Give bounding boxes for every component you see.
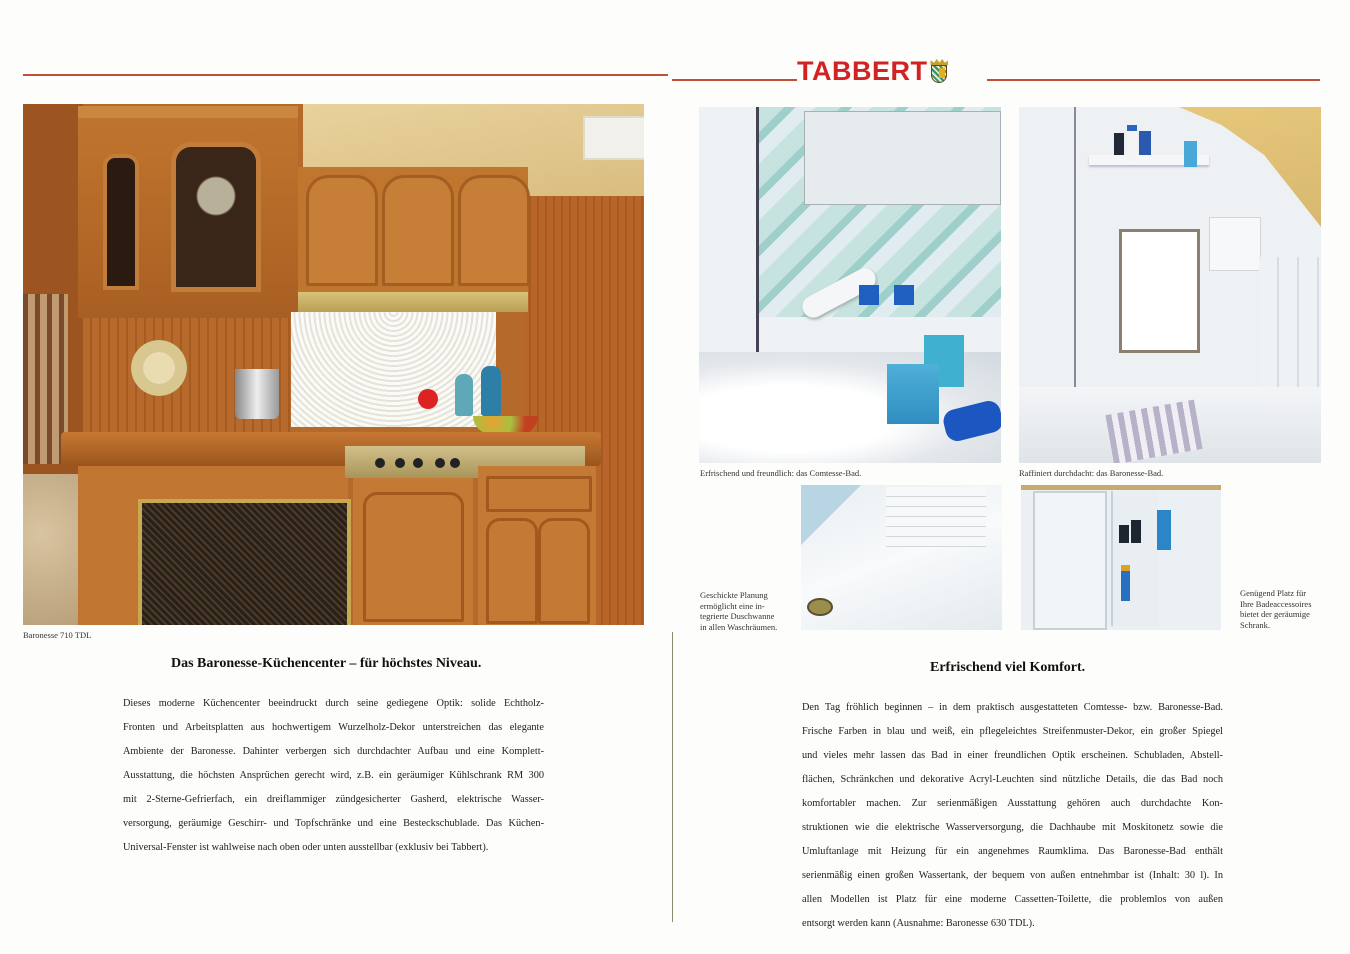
text-line: komfortabler machen. Zur serienmäßigen Ausstattung gehören auch durchdachte Kon- — [802, 798, 1223, 809]
text-line: serienmäßig einen großen Wassertank, der bequem von außen entnehmbar ist (Inhalt: 30 l). In — [802, 870, 1223, 881]
baronesse-bath-photo — [1019, 107, 1321, 463]
header-rule-right — [987, 79, 1320, 81]
baronesse-bath-caption: Raffiniert durchdacht: das Baronesse-Bad. — [1019, 468, 1164, 478]
shower-caption: Geschickte Planung ermöglicht eine in- tegrierte Duschwanne in allen Waschräumen. — [700, 590, 778, 632]
comtesse-bath-caption: Erfrischend und freundlich: das Comtesse-Bad. — [700, 468, 862, 478]
kitchen-photo-caption: Baronesse 710 TDL — [23, 630, 92, 640]
header-rule-left — [23, 74, 668, 76]
text-line: flächen, Schränkchen und dekorative Acryl-Leuchten sind nützliche Details, die das Bad noch — [802, 774, 1223, 785]
kitchen-photo — [23, 104, 644, 625]
header-rule-center — [672, 79, 797, 81]
text-line: und vieles mehr lassen das Bad in einer freundlichen Optik erscheinen. Schubladen, Abstell- — [802, 750, 1223, 761]
text-line: Ambiente der Baronesse. Dahinter verbergen sich durchdachter Aufbau und eine Komplett- — [123, 746, 544, 757]
text-line: struktionen wie die elektrische Wasserversorgung, die Dachhaube mit Moskitonetz sowie die — [802, 822, 1223, 833]
comtesse-bath-photo — [699, 107, 1001, 463]
logo-text: TABBERT — [797, 56, 928, 86]
text-line: Dieses moderne Küchencenter beeindruckt durch seine gediegene Optik: solide Echtholz- — [123, 698, 544, 709]
text-line: mit 2-Sterne-Gefrierfach, ein dreiflammiger zündgesicherter Gasherd, elektrische Wasser- — [123, 794, 544, 805]
left-body-text — [123, 692, 544, 860]
text-line: Frische Farben in blau und weiß, ein pflegeleichtes Streifenmuster-Dekor, ein großer Spiegel — [802, 726, 1223, 737]
text-line: Umluftanlage mit Heizung für ein angenehmes Raumklima. Das Baronesse-Bad enthält — [802, 846, 1223, 857]
text-line: allen Modellen ist Platz für eine moderne Cassetten-Toilette, die problemlos von außen — [802, 894, 1223, 905]
text-line: versorgung, geräumige Geschirr- und Topfschränke und eine Besteckschublade. Das Küchen- — [123, 818, 544, 829]
text-line: Universal-Fenster ist wahlweise nach oben oder unten ausstellbar (exklusiv bei Tabbert). — [123, 842, 489, 853]
text-line: Den Tag fröhlich beginnen – in dem praktisch ausgestatteten Comtesse- bzw. Baronesse-Bad. — [802, 702, 1223, 713]
tabbert-logo — [797, 56, 948, 86]
text-line: Fronten und Arbeitsplatten aus hochwertigem Wurzelholz-Dekor unterstreichen das elegante — [123, 722, 544, 733]
shower-tray-photo — [801, 485, 1002, 630]
coat-of-arms-icon — [930, 59, 948, 83]
right-heading: Erfrischend viel Komfort. — [930, 660, 1086, 675]
left-heading: Das Baronesse-Küchencenter – für höchstes Niveau. — [171, 656, 482, 671]
cabinet-caption: Genügend Platz für Ihre Badeaccessoires bietet der geräumige Schrank. — [1240, 588, 1312, 630]
right-body-text — [802, 696, 1223, 936]
bath-cabinet-photo — [1021, 485, 1221, 630]
text-line: Ausstattung, die höchsten Ansprüchen gerecht wird, z.B. ein geräumiger Kühlschrank RM 300 — [123, 770, 544, 781]
page-fold — [672, 632, 673, 922]
text-line: entsorgt werden kann (Ausnahme: Baronesse 630 TDL). — [802, 918, 1035, 929]
